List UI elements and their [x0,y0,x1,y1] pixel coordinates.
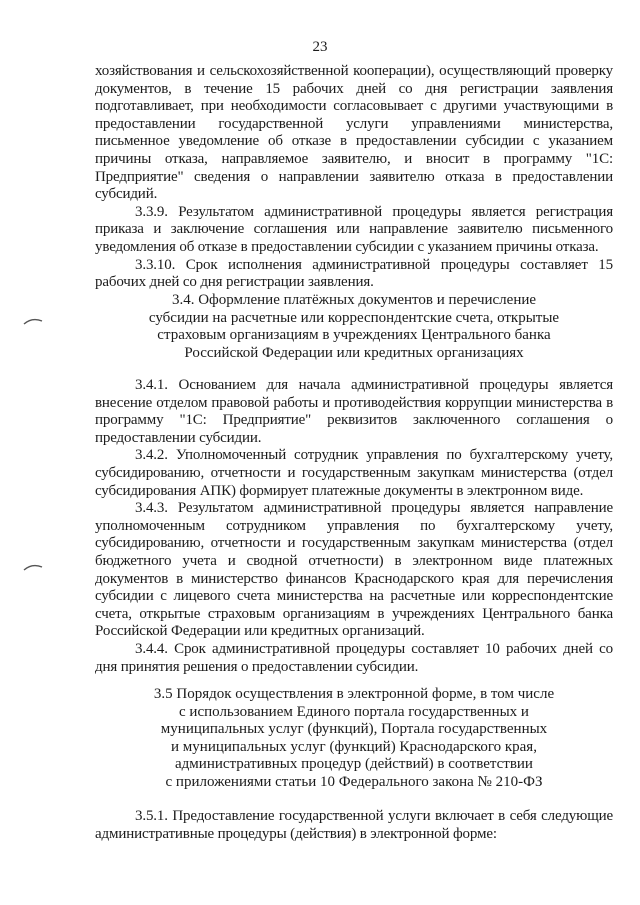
paragraph-3-4-4: 3.4.4. Срок административной процедуры составляет 10 рабочих дней со дня принятия решения о предоставлении субсидии. [95,640,613,675]
paragraph-3-3-10: 3.3.10. Срок исполнения административной процедуры составляет 15 рабочих дней со дня регистрации заявления. [95,256,613,291]
paragraph-3-4-1: 3.4.1. Основанием для начала административной процедуры является внесение отделом правовой работы и противодействия коррупции министерства в программу "1С: Предприятие" реквизитов заключенного соглашения о предоставлении субсидии. [95,377,613,446]
heading-line: административных процедур (действий) в соответствии [175,756,533,773]
heading-line: 3.5 Порядок осуществления в электронной форме, в том числе [153,686,555,702]
heading-line: Российской Федерации или кредитных организациях [184,344,524,361]
paragraph-3-3-9: 3.3.9. Результатом административной процедуры является регистрация приказа и заключение соглашения или направление заявителю письменного уведомления об отказе в предоставлении субсидии с указанием причины отказа. [95,203,613,255]
heading-line: страховым организациям в учреждениях Центрального банка [157,327,551,344]
section-3-4-heading [95,292,613,362]
heading-line: субсидии на расчетные или корреспондентские счета, открытые [148,309,560,326]
heading-line: 3.4. Оформление платёжных документов и перечисление [171,292,537,308]
heading-line: с использованием Единого портала государственных и [179,703,529,720]
section-3-4-text [95,377,613,676]
heading-line: и муниципальных услуг (функций) Краснодарского края, [171,738,537,755]
section-3-3-text [95,63,613,292]
paragraph-3-4-3: 3.4.3. Результатом административной процедуры является направление уполномоченным сотрудником управления по бухгалтерскому учету, субсидированию, отчетности и государственным закупкам министерства (отдел бюджетного учета и сводной отчетности) в электронном виде платежных документов в министерство финансов Краснодарского края для перечисления субсидии с лицевого счета министерства на расчетные или корреспондентские счета, открытые страховым организациям в учреждениях Центрального банка Российской Федерации или кредитных организаций. [95,500,613,640]
paragraph-3-5-1: 3.5.1. Предоставление государственной услуги включает в себя следующие административные процедуры (действия) в электронной форме: [95,808,613,842]
page-number: 23 [312,39,328,55]
heading-line: муниципальных услуг (функций), Портала государственных [160,721,548,738]
margin-hole-mark [22,562,44,572]
paragraph-3-4-2: 3.4.2. Уполномоченный сотрудник управления по бухгалтерскому учету, субсидированию, отчетности и государственным закупкам министерства (отдел субсидирования АПК) формирует платежные документы в электронном виде. [95,447,613,499]
section-3-5-text [95,808,613,843]
margin-hole-mark [22,316,44,326]
continuation-paragraph: хозяйствования и сельскохозяйственной кооперации), осуществляющий проверку документов, в течение 15 рабочих дней со дня регистрации заявления подготавливает, при необходимости согласовывает с другими участвующими в предоставлении государственной услуги управлениями министерства, письменное уведомление об отказе в предоставлении субсидии с указанием причины отказа, направляемое заявителю, и вносит в программу "1С: Предприятие" сведения о направлении заявителю отказа в предоставлении субсидий. [95,63,613,203]
heading-line: с приложениями статьи 10 Федерального закона № 210-ФЗ [165,773,543,790]
section-3-5-heading [95,686,613,792]
